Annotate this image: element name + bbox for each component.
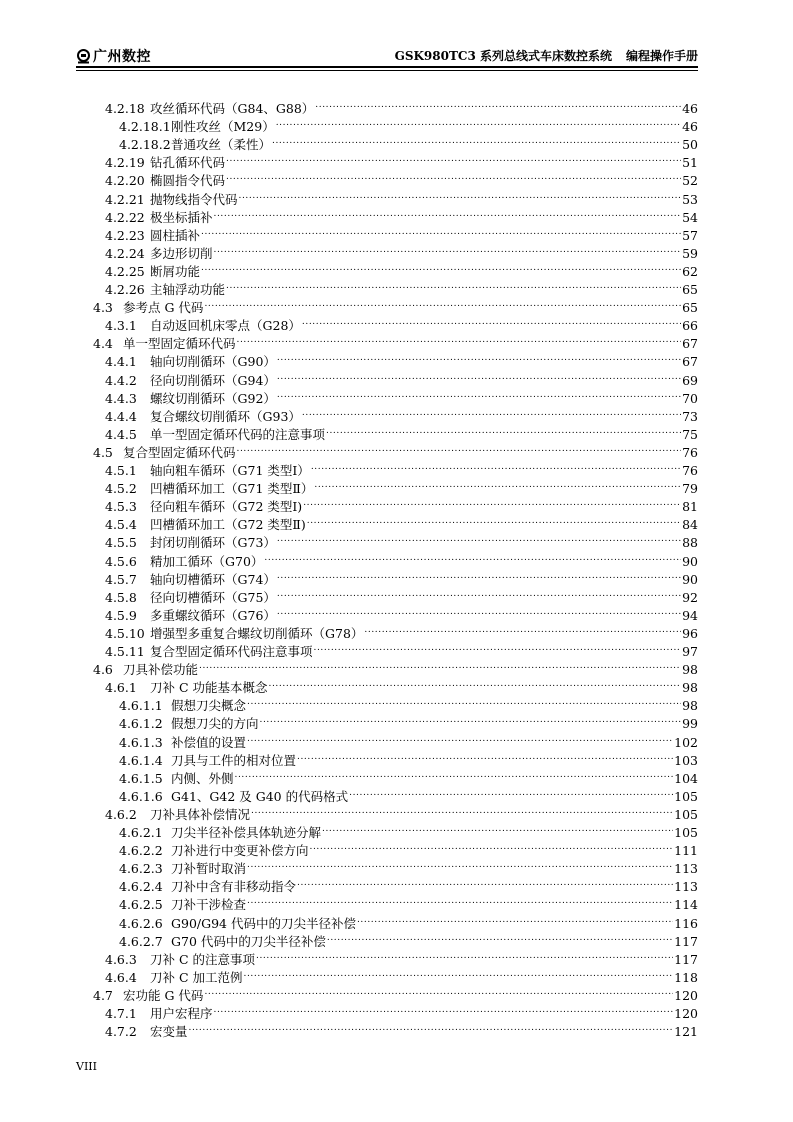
toc-dot-leader bbox=[277, 566, 681, 584]
toc-entry-title: 径向粗车循环（G72 类型Ⅰ) bbox=[150, 499, 303, 515]
toc-entry-number: 4.2.18.2 bbox=[119, 137, 171, 153]
toc-entry-page: 59 bbox=[682, 245, 698, 261]
toc-dot-leader bbox=[302, 403, 681, 421]
toc-dot-leader bbox=[364, 620, 681, 638]
toc-entry-page: 102 bbox=[674, 734, 698, 750]
page-header bbox=[76, 46, 698, 66]
toc-entry-number: 4.2.22 bbox=[105, 209, 145, 225]
toc-entry-number: 4.6.2.4 bbox=[119, 879, 163, 895]
toc-entry-title: 刀具与工件的相对位置 bbox=[171, 752, 297, 768]
toc-entry-page: 90 bbox=[682, 553, 698, 569]
toc-entry-page: 53 bbox=[682, 191, 698, 207]
toc-entry-number: 4.5.8 bbox=[105, 589, 137, 605]
toc-dot-leader bbox=[244, 964, 674, 982]
toc-entry[interactable] bbox=[105, 258, 698, 279]
toc-entry-page: 99 bbox=[682, 716, 698, 732]
toc-entry-page: 76 bbox=[682, 463, 698, 478]
toc-dot-leader bbox=[204, 982, 673, 1000]
toc-entry-page: 46 bbox=[682, 119, 698, 135]
toc-entry-number: 4.4 bbox=[93, 336, 113, 352]
toc-dot-leader bbox=[226, 149, 681, 167]
toc-entry[interactable] bbox=[105, 493, 698, 515]
toc-dot-leader bbox=[237, 439, 682, 457]
toc-entry-number: 4.4.1 bbox=[105, 354, 137, 370]
toc-entry-page: 97 bbox=[682, 644, 698, 659]
brand-name: 广州数控 bbox=[93, 49, 151, 65]
page-number: VIII bbox=[76, 1060, 97, 1073]
toc-entry-title: 轴向切削循环（G90） bbox=[150, 354, 276, 370]
toc-dot-leader bbox=[277, 385, 681, 403]
toc-entry-page: 120 bbox=[674, 987, 698, 1003]
toc-entry-number: 4.6.3 bbox=[105, 951, 137, 967]
toc-entry-title: 普通攻丝（柔性） bbox=[171, 137, 272, 153]
toc-entry-page: 103 bbox=[674, 752, 698, 768]
toc-entry-page: 117 bbox=[674, 951, 698, 967]
toc-entry-page: 65 bbox=[682, 282, 698, 297]
toc-entry[interactable] bbox=[105, 204, 698, 225]
toc-entry[interactable] bbox=[119, 837, 698, 859]
toc-dot-leader bbox=[264, 548, 681, 566]
toc-entry-number: 4.5.11 bbox=[105, 644, 145, 659]
toc-entry-number: 4.2.26 bbox=[105, 282, 145, 297]
toc-entry-title: 增强型多重复合螺纹切削循环（G78） bbox=[150, 625, 364, 641]
toc-entry-page: 92 bbox=[682, 589, 698, 605]
toc-entry-title: 假想刀尖的方向 bbox=[171, 716, 259, 732]
header-rule-thin bbox=[76, 70, 698, 71]
toc-entry-page: 67 bbox=[682, 354, 698, 370]
toc-entry-title: 凹槽循环加工（G72 类型Ⅱ) bbox=[150, 517, 306, 533]
toc-entry-title: 复合型固定循环代码注意事项 bbox=[150, 644, 313, 659]
toc-entry-page: 118 bbox=[674, 969, 698, 985]
toc-entry-page: 90 bbox=[682, 571, 698, 587]
toc-entry-number: 4.5 bbox=[93, 444, 113, 460]
toc-dot-leader bbox=[277, 367, 681, 385]
toc-entry[interactable] bbox=[119, 910, 698, 931]
toc-entry-title: 复合螺纹切削循环（G93） bbox=[150, 408, 301, 424]
header-rule-thick bbox=[76, 66, 698, 68]
toc-entry-page: 96 bbox=[682, 625, 698, 641]
toc-entry-page: 105 bbox=[674, 788, 698, 804]
toc-dot-leader bbox=[256, 946, 673, 964]
toc-entry-page: 84 bbox=[682, 517, 698, 533]
toc-entry-number: 4.6 bbox=[93, 662, 113, 678]
toc-entry-title: 刀尖半径补偿具体轨迹分解 bbox=[171, 825, 322, 840]
toc-dot-leader bbox=[247, 729, 673, 747]
toc-entry-title: 攻丝循环代码（G84、G88） bbox=[150, 101, 315, 116]
toc-dot-leader bbox=[235, 765, 674, 783]
toc-entry-page: 114 bbox=[674, 897, 698, 913]
toc-entry[interactable] bbox=[105, 566, 698, 587]
toc-entry-page: 105 bbox=[674, 825, 698, 840]
toc-dot-leader bbox=[277, 602, 681, 620]
toc-entry[interactable] bbox=[119, 873, 698, 895]
toc-entry[interactable] bbox=[105, 403, 698, 424]
toc-entry-number: 4.2.18 bbox=[105, 101, 145, 116]
toc-entry-number: 4.6.1.6 bbox=[119, 788, 163, 804]
toc-entry-title: 凹槽循环加工（G71 类型Ⅱ） bbox=[150, 481, 314, 497]
toc-entry-number: 4.6.4 bbox=[105, 969, 137, 985]
toc-entry-title: 刀补 C 的注意事项 bbox=[150, 951, 256, 967]
toc-entry-title: 自动返回机床零点（G28） bbox=[150, 318, 301, 334]
toc-entry-number: 4.7.2 bbox=[105, 1024, 137, 1040]
toc-entry-title: G70 代码中的刀尖半径补偿 bbox=[171, 933, 326, 949]
toc-entry[interactable] bbox=[105, 620, 698, 641]
toc-entry-title: 主轴浮动功能 bbox=[150, 282, 226, 297]
toc-entry-title: 钻孔循环代码 bbox=[150, 155, 226, 171]
toc-entry[interactable] bbox=[105, 964, 698, 985]
toc-dot-leader bbox=[214, 1000, 674, 1018]
toc-entry-number: 4.2.20 bbox=[105, 173, 145, 189]
toc-entry-page: 120 bbox=[674, 1006, 698, 1021]
toc-entry[interactable] bbox=[105, 240, 698, 261]
toc-entry-title: 用户宏程序 bbox=[150, 1006, 213, 1021]
toc-entry-page: 51 bbox=[682, 155, 698, 171]
toc-entry-title: 径向切削循环（G94） bbox=[150, 372, 276, 388]
toc-entry-page: 117 bbox=[674, 933, 698, 949]
toc-entry[interactable] bbox=[105, 312, 698, 334]
toc-dot-leader bbox=[239, 186, 682, 204]
toc-entry[interactable] bbox=[105, 946, 698, 967]
toc-entry-number: 4.2.19 bbox=[105, 155, 145, 171]
toc-dot-leader bbox=[226, 167, 681, 185]
toc-entry-number: 4.5.10 bbox=[105, 625, 145, 641]
toc-entry-number: 4.7 bbox=[93, 987, 113, 1003]
toc-entry-number: 4.4.5 bbox=[105, 426, 137, 442]
toc-entry-title: 轴向切槽循环（G74） bbox=[150, 571, 276, 587]
toc-entry-number: 4.6.2.2 bbox=[119, 843, 163, 859]
toc-entry-number: 4.6.1.3 bbox=[119, 734, 163, 750]
toc-entry-title: 圆柱插补 bbox=[150, 227, 201, 243]
toc-entry[interactable] bbox=[119, 891, 698, 913]
toc-entry-number: 4.5.2 bbox=[105, 481, 137, 497]
toc-entry[interactable] bbox=[93, 294, 698, 316]
toc-entry[interactable] bbox=[105, 276, 698, 297]
toc-entry-page: 66 bbox=[682, 318, 698, 334]
toc-entry-number: 4.2.18.1 bbox=[119, 119, 171, 135]
toc-entry-title: 刀补暂时取消 bbox=[171, 861, 247, 877]
toc-entry-page: 105 bbox=[674, 806, 698, 822]
toc-entry-page: 65 bbox=[682, 300, 698, 316]
toc-entry-number: 4.5.3 bbox=[105, 499, 137, 515]
toc-entry-page: 69 bbox=[682, 372, 698, 388]
toc-entry-page: 113 bbox=[674, 861, 698, 877]
toc-entry-number: 4.6.1.5 bbox=[119, 770, 163, 786]
toc-entry-title: 内侧、外侧 bbox=[171, 770, 234, 786]
toc-entry[interactable] bbox=[119, 131, 698, 153]
toc-entry-title: 刀补中含有非移动指令 bbox=[171, 879, 297, 895]
toc-dot-leader bbox=[311, 457, 681, 475]
toc-entry-title: 单一型固定循环代码的注意事项 bbox=[150, 426, 326, 442]
toc-entry-title: 参考点 G 代码 bbox=[123, 300, 204, 316]
toc-entry[interactable] bbox=[119, 113, 698, 135]
toc-dot-leader bbox=[297, 873, 673, 891]
toc-entry-page: 104 bbox=[674, 770, 698, 786]
brand-logo bbox=[76, 46, 151, 66]
toc-entry-page: 121 bbox=[674, 1024, 698, 1040]
toc-dot-leader bbox=[277, 584, 681, 602]
toc-dot-leader bbox=[247, 891, 673, 909]
toc-dot-leader bbox=[201, 222, 681, 240]
document-title bbox=[395, 47, 698, 64]
toc-dot-leader bbox=[247, 692, 681, 710]
toc-dot-leader bbox=[247, 855, 673, 873]
toc-dot-leader bbox=[302, 312, 681, 330]
toc-dot-leader bbox=[226, 276, 681, 294]
toc-entry-number: 4.7.1 bbox=[105, 1006, 137, 1021]
toc-entry-page: 98 bbox=[682, 698, 698, 714]
toc-entry[interactable] bbox=[105, 367, 698, 388]
toc-entry-title: 单一型固定循环代码 bbox=[123, 336, 236, 352]
toc-entry-number: 4.3.1 bbox=[105, 318, 137, 334]
toc-entry-page: 50 bbox=[682, 137, 698, 153]
toc-entry[interactable] bbox=[119, 819, 698, 840]
toc-dot-leader bbox=[214, 240, 682, 258]
toc-entry-title: 刀补 C 加工范例 bbox=[150, 969, 243, 985]
toc-entry-page: 52 bbox=[682, 173, 698, 189]
toc-entry-page: 113 bbox=[674, 879, 698, 895]
toc-entry-title: 断屑功能 bbox=[150, 263, 201, 279]
toc-entry-number: 4.6.2.7 bbox=[119, 933, 163, 949]
toc-entry-number: 4.6.1.2 bbox=[119, 716, 163, 732]
toc-entry[interactable] bbox=[105, 421, 698, 442]
toc-entry-number: 4.2.23 bbox=[105, 227, 145, 243]
toc-entry-title: 假想刀尖概念 bbox=[171, 698, 247, 714]
toc-entry[interactable] bbox=[93, 330, 698, 352]
toc-entry-page: 75 bbox=[682, 426, 698, 442]
toc-entry-title: 刚性攻丝（M29） bbox=[171, 119, 275, 135]
toc-entry-title: 补偿值的设置 bbox=[171, 734, 247, 750]
toc-entry-number: 4.4.3 bbox=[105, 390, 137, 406]
toc-dot-leader bbox=[276, 113, 681, 131]
toc-entry-title: 多边形切削 bbox=[150, 245, 213, 261]
toc-entry[interactable] bbox=[119, 783, 698, 804]
toc-entry-page: 88 bbox=[682, 535, 698, 551]
page-footer bbox=[76, 1060, 97, 1073]
toc-entry-title: 封闭切削循环（G73） bbox=[150, 535, 276, 551]
toc-entry[interactable] bbox=[105, 1018, 698, 1040]
toc-entry-number: 4.4.2 bbox=[105, 372, 137, 388]
toc-dot-leader bbox=[269, 674, 682, 692]
toc-entry-page: 81 bbox=[682, 499, 698, 515]
toc-entry-title: 宏功能 G 代码 bbox=[123, 987, 204, 1003]
toc-entry[interactable] bbox=[105, 584, 698, 605]
toc-entry[interactable] bbox=[119, 855, 698, 877]
toc-entry-number: 4.6.2.3 bbox=[119, 861, 163, 877]
toc-entry-page: 98 bbox=[682, 680, 698, 696]
toc-dot-leader bbox=[310, 837, 674, 855]
toc-entry[interactable] bbox=[105, 548, 698, 569]
toc-dot-leader bbox=[315, 95, 681, 113]
toc-dot-leader bbox=[349, 783, 673, 801]
toc-entry-title: 刀补干涉检查 bbox=[171, 897, 247, 913]
toc-entry-page: 116 bbox=[674, 915, 698, 931]
toc-entry-number: 4.6.1 bbox=[105, 680, 137, 696]
toc-entry[interactable] bbox=[93, 656, 698, 678]
toc-entry[interactable] bbox=[119, 765, 698, 786]
manual-name: 编程操作手册 bbox=[625, 49, 698, 63]
toc-entry-page: 46 bbox=[682, 101, 698, 116]
toc-entry-title: 刀具补偿功能 bbox=[123, 662, 199, 678]
toc-entry[interactable] bbox=[93, 439, 698, 460]
toc-entry[interactable] bbox=[105, 385, 698, 406]
toc-entry-title: 轴向粗车循环（G71 类型Ⅰ） bbox=[150, 463, 310, 478]
toc-entry-number: 4.4.4 bbox=[105, 408, 137, 424]
toc-entry-page: 54 bbox=[682, 209, 698, 225]
toc-dot-leader bbox=[322, 819, 673, 837]
toc-entry-title: 刀补进行中变更补偿方向 bbox=[171, 843, 309, 859]
toc-entry-title: 极坐标插补 bbox=[150, 209, 213, 225]
toc-dot-leader bbox=[204, 294, 681, 312]
toc-dot-leader bbox=[297, 747, 673, 765]
toc-entry-title: 螺纹切削循环（G92） bbox=[150, 390, 276, 406]
toc-entry-page: 111 bbox=[674, 843, 698, 859]
toc-entry[interactable] bbox=[119, 729, 698, 750]
toc-entry-number: 4.6.2.1 bbox=[119, 825, 163, 840]
toc-entry-number: 4.6.2.6 bbox=[119, 915, 163, 931]
toc-entry[interactable] bbox=[105, 529, 698, 551]
toc-dot-leader bbox=[199, 656, 681, 674]
toc-entry-title: 宏变量 bbox=[150, 1024, 188, 1040]
toc-dot-leader bbox=[314, 638, 682, 656]
toc-dot-leader bbox=[237, 330, 682, 348]
toc-entry[interactable] bbox=[105, 457, 698, 478]
toc-dot-leader bbox=[357, 910, 673, 928]
toc-entry[interactable] bbox=[119, 928, 698, 949]
toc-dot-leader bbox=[277, 529, 681, 547]
toc-dot-leader bbox=[201, 258, 681, 276]
gsk-logo-icon bbox=[76, 49, 91, 64]
toc-dot-leader bbox=[272, 131, 681, 149]
toc-entry-page: 94 bbox=[682, 607, 698, 623]
toc-entry-page: 98 bbox=[682, 662, 698, 678]
toc-dot-leader bbox=[303, 493, 681, 511]
toc-entry-title: G90/G94 代码中的刀尖半径补偿 bbox=[171, 915, 356, 931]
toc-entry-page: 73 bbox=[682, 408, 698, 424]
toc-entry-page: 62 bbox=[682, 263, 698, 279]
toc-entry-title: 刀补 C 功能基本概念 bbox=[150, 680, 268, 696]
toc-entry-number: 4.2.24 bbox=[105, 245, 145, 261]
toc-entry[interactable] bbox=[105, 602, 698, 623]
document-series-title: GSK980TC3 系列总线式车床数控系统 bbox=[394, 49, 612, 63]
toc-entry-number: 4.3 bbox=[93, 300, 113, 316]
toc-entry[interactable] bbox=[105, 95, 698, 116]
toc-entry[interactable] bbox=[119, 747, 698, 768]
toc-entry-number: 4.2.21 bbox=[105, 191, 145, 207]
toc-entry-title: 抛物线指令代码 bbox=[150, 191, 238, 207]
toc-entry[interactable] bbox=[105, 167, 698, 189]
toc-dot-leader bbox=[327, 928, 673, 946]
toc-entry-number: 4.5.5 bbox=[105, 535, 137, 551]
toc-entry-number: 4.5.1 bbox=[105, 463, 137, 478]
toc-entry-title: 刀补具体补偿情况 bbox=[150, 806, 251, 822]
toc-entry-number: 4.5.4 bbox=[105, 517, 137, 533]
toc-entry-title: 多重螺纹循环（G76） bbox=[150, 607, 276, 623]
toc-entry-title: 径向切槽循环（G75） bbox=[150, 589, 276, 605]
toc-entry-page: 57 bbox=[682, 227, 698, 243]
toc-entry-page: 67 bbox=[682, 336, 698, 352]
toc-entry[interactable] bbox=[119, 692, 698, 714]
toc-entry[interactable] bbox=[105, 674, 698, 696]
toc-entry-page: 79 bbox=[682, 481, 698, 497]
toc-dot-leader bbox=[251, 801, 673, 819]
toc-dot-leader bbox=[326, 421, 681, 439]
toc-entry[interactable] bbox=[105, 638, 698, 659]
toc-entry-number: 4.6.1.4 bbox=[119, 752, 163, 768]
toc-entry-number: 4.6.1.1 bbox=[119, 698, 163, 714]
toc-entry[interactable] bbox=[119, 710, 698, 732]
toc-entry[interactable] bbox=[105, 348, 698, 370]
toc-entry-number: 4.6.2.5 bbox=[119, 897, 163, 913]
toc-entry-title: 精加工循环（G70） bbox=[150, 553, 264, 569]
toc-entry-number: 4.5.9 bbox=[105, 607, 137, 623]
toc-entry-page: 70 bbox=[682, 390, 698, 406]
toc-dot-leader bbox=[189, 1018, 674, 1036]
toc-entry[interactable] bbox=[93, 982, 698, 1003]
toc-entry-title: 复合型固定循环代码 bbox=[123, 444, 236, 460]
toc-entry-title: G41、G42 及 G40 的代码格式 bbox=[171, 788, 349, 804]
toc-entry-number: 4.2.25 bbox=[105, 263, 145, 279]
toc-dot-leader bbox=[277, 348, 681, 366]
toc-dot-leader bbox=[260, 710, 682, 728]
toc-entry-title: 椭圆指令代码 bbox=[150, 173, 226, 189]
toc-dot-leader bbox=[314, 475, 681, 493]
toc-entry[interactable] bbox=[105, 149, 698, 171]
toc-entry-number: 4.5.6 bbox=[105, 553, 137, 569]
toc-entry-number: 4.6.2 bbox=[105, 806, 137, 822]
toc-entry-page: 76 bbox=[682, 444, 698, 460]
toc-entry[interactable] bbox=[105, 222, 698, 243]
toc-entry[interactable] bbox=[105, 801, 698, 822]
toc-entry[interactable] bbox=[105, 186, 698, 207]
toc-entry[interactable] bbox=[105, 511, 698, 533]
toc-dot-leader bbox=[307, 511, 681, 529]
toc-entry-number: 4.5.7 bbox=[105, 571, 137, 587]
toc-dot-leader bbox=[214, 204, 682, 222]
toc-entry[interactable] bbox=[105, 1000, 698, 1021]
toc-entry[interactable] bbox=[105, 475, 698, 497]
